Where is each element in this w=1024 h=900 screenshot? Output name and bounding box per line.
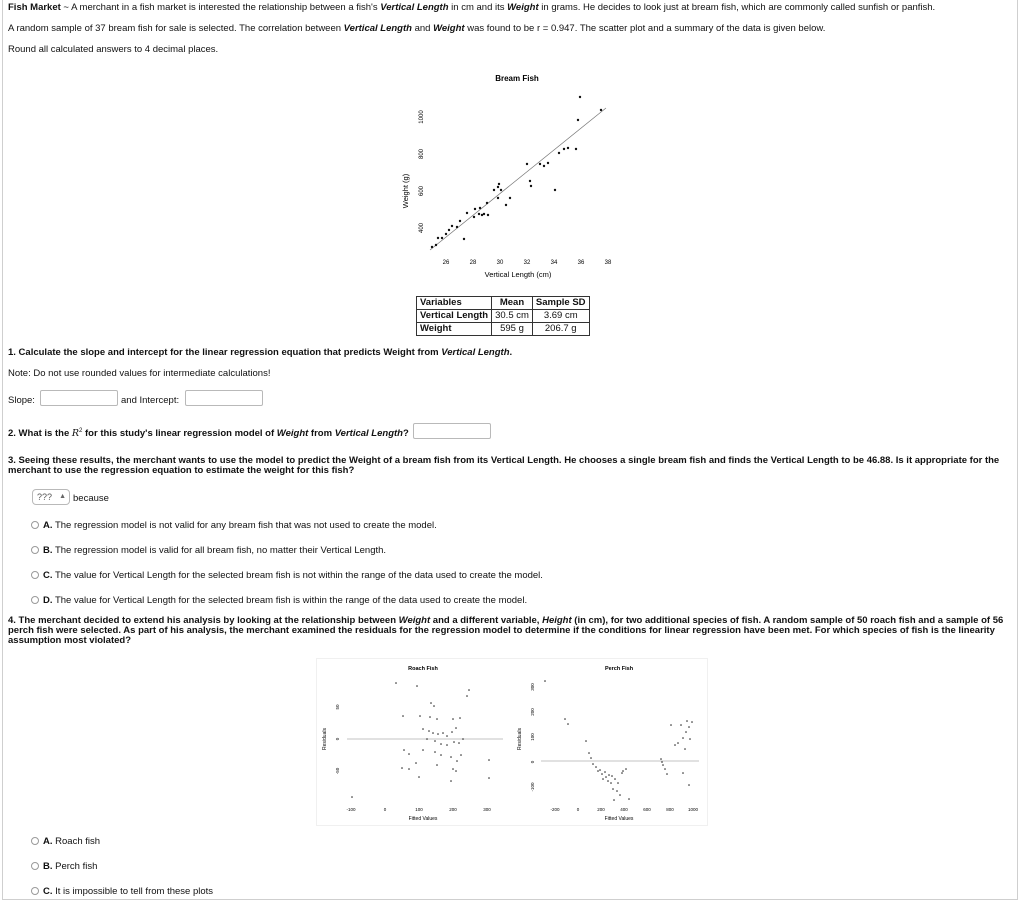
roach-residual-point xyxy=(446,744,448,746)
q4-option-c[interactable] xyxy=(43,886,213,897)
roach-residual-point xyxy=(437,733,439,735)
bream-data-point xyxy=(500,189,502,191)
perch-residual-point xyxy=(619,794,621,796)
roach-residual-point xyxy=(455,770,457,772)
q2-text: from xyxy=(308,428,335,440)
intercept-input[interactable] xyxy=(185,390,263,406)
bream-data-point xyxy=(579,96,581,98)
bream-y-tick: 1000 xyxy=(419,110,425,124)
bream-data-point xyxy=(493,189,495,191)
intro-term: Vertical Length xyxy=(343,23,412,34)
roach-residual-point xyxy=(462,738,464,740)
intro-text: A merchant in a fish market is interested the relationship between a fish's xyxy=(71,2,381,13)
perch-plot-title: Perch Fish xyxy=(604,666,634,672)
intro-text: in cm and its xyxy=(448,2,508,13)
bream-data-point xyxy=(456,226,458,228)
perch-x-tick: 200 xyxy=(597,807,605,812)
roach-residual-point xyxy=(422,749,424,751)
perch-residual-point xyxy=(599,769,601,771)
q1-text: from xyxy=(414,347,442,358)
q4-option-c-radio[interactable] xyxy=(31,887,39,895)
roach-residual-point xyxy=(434,740,436,742)
summary-header: Sample SD xyxy=(532,297,589,310)
intercept-label: and Intercept: xyxy=(121,395,180,406)
r-squared-input[interactable] xyxy=(413,423,491,439)
perch-residual-point xyxy=(614,778,616,780)
perch-residual-point xyxy=(602,778,604,780)
bream-scatter-svg xyxy=(398,66,622,284)
bream-data-point xyxy=(487,214,489,216)
bream-x-tick: 38 xyxy=(604,260,612,266)
perch-residual-point xyxy=(664,768,666,770)
perch-residual-point xyxy=(567,723,569,725)
perch-residual-point xyxy=(689,738,691,740)
roach-plot-title: Roach Fish xyxy=(408,666,438,672)
roach-residual-point xyxy=(452,768,454,770)
bream-x-tick: 36 xyxy=(577,260,585,266)
bream-data-point xyxy=(483,213,485,215)
intro-line-1 xyxy=(8,2,935,13)
perch-residual-point xyxy=(628,798,630,800)
perch-y-tick: 200 xyxy=(530,708,535,716)
perch-residual-point xyxy=(612,788,614,790)
residual-plots-svg xyxy=(317,659,707,825)
roach-residual-point xyxy=(450,780,452,782)
perch-residual-point xyxy=(621,772,623,774)
option-letter: C. xyxy=(43,886,53,897)
q3-option-b-radio[interactable] xyxy=(31,546,39,554)
roach-residual-point xyxy=(432,732,434,734)
perch-x-tick: 400 xyxy=(620,807,628,812)
q2-text: 2. What is the xyxy=(8,428,72,440)
bream-data-point xyxy=(459,220,461,222)
roach-residual-point xyxy=(415,762,417,764)
roach-residual-point xyxy=(430,702,432,704)
option-text: Perch fish xyxy=(55,861,98,872)
roach-residual-point xyxy=(453,741,455,743)
perch-residual-point xyxy=(677,742,679,744)
roach-x-label: Fitted Values xyxy=(408,816,438,822)
option-text: The regression model is valid for all bream fish, no matter their Vertical Length. xyxy=(54,545,387,556)
roach-residual-point xyxy=(351,796,353,798)
q3-option-c-radio[interactable] xyxy=(31,571,39,579)
perch-y-tick: -100 xyxy=(530,782,535,792)
summary-header-row xyxy=(417,297,590,310)
bream-x-tick: 30 xyxy=(496,260,504,266)
perch-residual-point xyxy=(684,748,686,750)
bream-data-point xyxy=(435,244,437,246)
roach-residual-point xyxy=(395,682,397,684)
perch-x-tick: 600 xyxy=(643,807,651,812)
perch-y-tick: 100 xyxy=(530,733,535,741)
roach-residual-point xyxy=(468,689,470,691)
q3-option-a[interactable] xyxy=(43,520,437,531)
bream-data-point xyxy=(497,197,499,199)
roach-residual-point xyxy=(426,738,428,740)
perch-y-tick: 0 xyxy=(530,760,535,764)
bream-x-tick: 34 xyxy=(550,260,558,266)
perch-residual-point xyxy=(607,780,609,782)
roach-residual-point xyxy=(440,754,442,756)
q4-option-b[interactable] xyxy=(43,861,97,872)
summary-cell: 206.7 g xyxy=(532,323,589,336)
bream-y-tick: 400 xyxy=(419,222,425,234)
perch-residual-point xyxy=(625,768,627,770)
summary-row xyxy=(417,310,590,323)
roach-y-tick: -50 xyxy=(335,767,340,775)
perch-residual-point xyxy=(662,764,664,766)
roach-x-tick: 200 xyxy=(449,807,457,812)
roach-residual-point xyxy=(416,685,418,687)
q2-term: Weight xyxy=(276,428,309,440)
roach-residual-point xyxy=(428,730,430,732)
intro-text: in grams. He decides to look just at bream fish, which are commonly called sunfish or panfish. xyxy=(538,2,936,13)
bream-data-point xyxy=(437,237,439,239)
perch-residual-point xyxy=(680,724,682,726)
bream-x-tick: 26 xyxy=(442,260,450,266)
perch-residual-point xyxy=(590,757,592,759)
q4-term: Weight xyxy=(398,615,431,626)
bream-y-label: Weight (g) xyxy=(401,173,410,209)
bream-data-point xyxy=(509,197,511,199)
intro-term: Weight xyxy=(507,2,539,13)
q4-term: Height xyxy=(542,615,572,626)
roach-y-label: Residuals xyxy=(322,728,328,750)
intro-text: and xyxy=(411,23,434,34)
perch-residual-point xyxy=(660,758,662,760)
q3-option-d-radio[interactable] xyxy=(31,596,39,604)
bream-data-point xyxy=(600,109,602,111)
perch-residual-point xyxy=(608,774,610,776)
q4-text: violated? xyxy=(86,635,131,646)
roach-residual-point xyxy=(418,776,420,778)
perch-residual-point xyxy=(564,718,566,720)
summary-cell: Weight xyxy=(417,323,492,336)
perch-x-tick: 800 xyxy=(666,807,674,812)
perch-residual-point xyxy=(670,724,672,726)
roach-residual-point xyxy=(458,742,460,744)
roach-residual-point xyxy=(460,754,462,756)
slope-input[interactable] xyxy=(40,390,118,406)
bream-data-point xyxy=(431,246,433,248)
bream-x-label: Vertical Length (cm) xyxy=(484,270,552,279)
roach-residual-point xyxy=(488,759,490,761)
q1-prompt xyxy=(8,347,512,358)
bream-x-tick: 32 xyxy=(523,260,531,266)
intro-line-2 xyxy=(8,23,825,34)
bream-data-point xyxy=(547,162,549,164)
perch-residual-point xyxy=(688,726,690,728)
roach-x-tick: 0 xyxy=(383,807,387,812)
bream-data-point xyxy=(567,147,569,149)
q3-option-b[interactable] xyxy=(43,545,386,556)
q3-select-value: ??? xyxy=(37,492,53,502)
roach-residual-point xyxy=(440,743,442,745)
q1-term: Weight xyxy=(383,347,415,358)
q4-option-a[interactable] xyxy=(43,836,100,847)
option-letter: D. xyxy=(43,595,53,606)
option-letter: B. xyxy=(43,545,53,556)
roach-residual-point xyxy=(419,715,421,717)
roach-residual-point xyxy=(455,727,457,729)
perch-residual-point xyxy=(686,720,688,722)
summary-row xyxy=(417,323,590,336)
summary-cell: 3.69 cm xyxy=(532,310,589,323)
q4-option-a-radio[interactable] xyxy=(31,837,39,845)
perch-residual-point xyxy=(622,770,624,772)
perch-residual-point xyxy=(691,721,693,723)
option-text: The regression model is not valid for any bream fish that was not used to create the model. xyxy=(54,520,437,531)
q1-term: Vertical Length xyxy=(441,347,510,358)
perch-residual-point xyxy=(611,775,613,777)
perch-residual-point xyxy=(544,680,546,682)
perch-residual-point xyxy=(616,790,618,792)
roach-residual-point xyxy=(436,718,438,720)
perch-residual-point xyxy=(613,799,615,801)
q2-prompt xyxy=(8,428,409,439)
perch-residual-point xyxy=(605,776,607,778)
q3-option-c[interactable] xyxy=(43,570,543,581)
bream-data-point xyxy=(466,212,468,214)
perch-residual-point xyxy=(588,752,590,754)
q1-text: 1. Calculate the slope and intercept for the linear regression equation that predicts xyxy=(8,347,384,358)
q1-note: Note: Do not use rounded values for intermediate calculations! xyxy=(8,368,271,379)
roach-residual-point xyxy=(452,718,454,720)
bream-data-point xyxy=(474,208,476,210)
roach-x-tick: 100 xyxy=(415,807,423,812)
because-label: because xyxy=(73,493,109,504)
bream-data-point xyxy=(478,213,480,215)
perch-residual-point xyxy=(601,773,603,775)
r-squared-exponent: 2 xyxy=(79,428,83,434)
roach-residual-point xyxy=(422,728,424,730)
q3-option-a-radio[interactable] xyxy=(31,521,39,529)
q3-prompt: 3. Seeing these results, the merchant wants to use the model to predict the Weight of a bream fish from its Vertical Length. He chooses a single bream fish and finds the Vertical Length to be 46.88. Is it appropriate for the merchant to use the regression equation to estimate the weight for this fish? xyxy=(8,455,1000,476)
summary-header: Variables xyxy=(417,297,492,310)
summary-cell: 30.5 cm xyxy=(492,310,533,323)
round-note: Round all calculated answers to 4 decimal places. xyxy=(8,44,219,55)
roach-residual-point xyxy=(436,764,438,766)
intro-term: Weight xyxy=(433,23,465,34)
perch-residual-point xyxy=(674,744,676,746)
option-letter: A. xyxy=(43,836,53,847)
roach-residual-point xyxy=(402,715,404,717)
roach-residual-point xyxy=(429,716,431,718)
roach-residual-point xyxy=(442,732,444,734)
option-text: The value for Vertical Length for the selected bream fish is not within the range of the data used to create the model. xyxy=(54,570,543,581)
q3-answer-select[interactable] xyxy=(32,489,70,505)
bream-data-point xyxy=(575,148,577,150)
bream-data-point xyxy=(505,204,507,206)
perch-residual-point xyxy=(661,761,663,763)
bream-x-tick: 28 xyxy=(469,260,477,266)
bream-data-point xyxy=(529,180,531,182)
option-text: Roach fish xyxy=(55,836,101,847)
q4-text: (in cm), for two additional species of fish. A random sample of 50 roach fish and a sample of 56 perch fish were selected. As part of his analysis, the merchant examined the residuals for the regression model to determine if the conditions for linear regression have been met. For which species of fish is the linearity assumption xyxy=(8,615,1004,646)
q4-prompt xyxy=(8,616,1008,646)
perch-residual-point xyxy=(595,766,597,768)
perch-x-tick: -200 xyxy=(550,807,560,812)
bream-y-tick: 600 xyxy=(419,185,425,197)
bream-data-point xyxy=(463,238,465,240)
perch-residual-point xyxy=(604,771,606,773)
roach-y-tick: 0 xyxy=(335,737,340,741)
perch-x-tick: 1000 xyxy=(687,807,699,812)
perch-residual-point xyxy=(597,770,599,772)
roach-residual-point xyxy=(401,767,403,769)
bream-data-point xyxy=(497,186,499,188)
roach-residual-point xyxy=(434,751,436,753)
residual-plots xyxy=(316,658,708,826)
roach-residual-point xyxy=(403,749,405,751)
perch-residual-point xyxy=(617,782,619,784)
intro-title: Fish Market xyxy=(8,2,61,13)
bream-plot-title: Bream Fish xyxy=(495,74,539,83)
roach-residual-point xyxy=(456,760,458,762)
bream-data-point xyxy=(539,163,541,165)
option-text: The value for Vertical Length for the selected bream fish is within the range of the data used to create the model. xyxy=(54,595,528,606)
bream-data-point xyxy=(563,148,565,150)
intro-text: A random sample of 37 bream fish for sale is selected. The correlation between xyxy=(8,23,344,34)
perch-residual-point xyxy=(685,731,687,733)
bream-data-point xyxy=(448,229,450,231)
perch-residual-point xyxy=(592,763,594,765)
bream-y-tick: 800 xyxy=(419,148,425,160)
option-letter: B. xyxy=(43,861,53,872)
roach-residual-point xyxy=(451,731,453,733)
bream-data-point xyxy=(554,189,556,191)
perch-x-label: Fitted Values xyxy=(604,816,634,822)
q1-text: . xyxy=(509,347,513,358)
roach-residual-point xyxy=(466,695,468,697)
option-letter: C. xyxy=(43,570,53,581)
perch-residual-point xyxy=(682,737,684,739)
summary-cell: Vertical Length xyxy=(417,310,492,323)
summary-table-wrap xyxy=(416,296,590,336)
bream-data-point xyxy=(441,237,443,239)
q2-term: Vertical Length xyxy=(334,428,403,440)
bream-data-point xyxy=(479,207,481,209)
q4-emphasis: most xyxy=(63,635,87,646)
roach-x-tick: -100 xyxy=(346,807,356,812)
q2-text: for this study's linear regression model of xyxy=(82,428,277,440)
roach-residual-point xyxy=(459,717,461,719)
bream-data-point xyxy=(451,225,453,227)
bream-data-point xyxy=(445,233,447,235)
summary-table xyxy=(416,296,590,336)
roach-residual-point xyxy=(446,735,448,737)
bream-data-point xyxy=(473,216,475,218)
roach-residual-point xyxy=(408,768,410,770)
r-squared-symbol: R xyxy=(71,428,80,440)
updown-icon: ▲ xyxy=(59,493,66,500)
perch-x-tick: 0 xyxy=(576,807,580,812)
bream-data-point xyxy=(577,119,579,121)
roach-residual-point xyxy=(450,756,452,758)
summary-header: Mean xyxy=(492,297,533,310)
q4-text: and a different variable, xyxy=(430,615,543,626)
roach-residual-point xyxy=(408,753,410,755)
roach-y-tick: 50 xyxy=(335,704,340,710)
q2-text: ? xyxy=(402,428,409,440)
perch-residual-point xyxy=(682,772,684,774)
q3-option-d[interactable] xyxy=(43,595,527,606)
perch-residual-point xyxy=(585,740,587,742)
bream-data-point xyxy=(543,165,545,167)
option-letter: A. xyxy=(43,520,53,531)
bream-scatter-plot xyxy=(398,66,622,284)
perch-residual-point xyxy=(610,782,612,784)
slope-label: Slope: xyxy=(8,395,35,406)
intro-term: Vertical Length xyxy=(380,2,449,13)
bream-data-point xyxy=(498,183,500,185)
roach-residual-point xyxy=(488,777,490,779)
perch-y-tick: 300 xyxy=(530,683,535,691)
q4-text: 4. The merchant decided to extend his analysis by looking at the relationship between xyxy=(8,615,399,626)
option-text: It is impossible to tell from these plots xyxy=(55,886,214,897)
summary-cell: 595 g xyxy=(492,323,533,336)
intro-text: was found to be r = 0.947. The scatter plot and a summary of the data is given below. xyxy=(464,23,826,34)
perch-y-label: Residuals xyxy=(517,728,523,750)
bream-data-point xyxy=(526,163,528,165)
perch-residual-point xyxy=(666,773,668,775)
bream-regression-line xyxy=(430,108,606,250)
bream-data-point xyxy=(530,185,532,187)
intro-dash: ~ xyxy=(60,2,72,13)
roach-residual-point xyxy=(433,705,435,707)
q4-option-b-radio[interactable] xyxy=(31,862,39,870)
roach-x-tick: 300 xyxy=(483,807,491,812)
bream-data-point xyxy=(558,152,560,154)
bream-data-point xyxy=(486,202,488,204)
perch-residual-point xyxy=(688,784,690,786)
